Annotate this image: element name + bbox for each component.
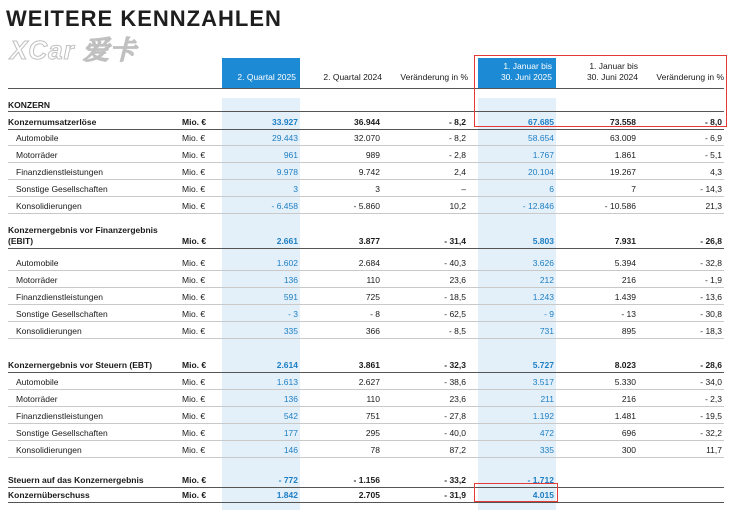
row-rule bbox=[8, 389, 724, 390]
cell-col-4: 6 bbox=[549, 184, 554, 194]
cell-col-2: - 5.860 bbox=[353, 201, 380, 211]
cell-col-4: - 12.846 bbox=[522, 201, 554, 211]
row-label: Sonstige Gesellschaften bbox=[16, 428, 108, 438]
cell-col-3: 10,2 bbox=[449, 201, 466, 211]
cell-col-3: - 8,5 bbox=[448, 326, 466, 336]
row-rule bbox=[8, 423, 724, 424]
cell-col-6: - 32,8 bbox=[700, 258, 722, 268]
cell-col-6: - 34,0 bbox=[700, 377, 722, 387]
row-label: Sonstige Gesellschaften bbox=[16, 309, 108, 319]
cell-col-3: - 8,2 bbox=[448, 133, 466, 143]
cell-col-5: 7.931 bbox=[614, 236, 636, 246]
row-unit: Mio. € bbox=[182, 258, 206, 268]
row-unit: Mio. € bbox=[182, 309, 206, 319]
cell-col-2: 110 bbox=[366, 394, 380, 404]
cell-col-2: 2.684 bbox=[358, 258, 380, 268]
cell-col-4: 1.243 bbox=[532, 292, 554, 302]
cell-col-2: 32.070 bbox=[354, 133, 380, 143]
cell-col-5: 895 bbox=[621, 326, 636, 336]
row-label: Motorräder bbox=[16, 275, 58, 285]
cell-col-4: 212 bbox=[539, 275, 554, 285]
cell-col-5: 7 bbox=[631, 184, 636, 194]
cell-col-1: - 3 bbox=[288, 309, 298, 319]
cell-col-5: 300 bbox=[621, 445, 636, 455]
row-rule bbox=[8, 270, 724, 271]
cell-col-1: 136 bbox=[283, 394, 298, 404]
cell-col-3: - 33,2 bbox=[444, 475, 466, 485]
header-q2-2024: 2. Quartal 2024 bbox=[323, 72, 382, 82]
cell-col-6: - 19,5 bbox=[700, 411, 722, 421]
row-rule bbox=[8, 287, 724, 288]
cell-col-1: 1.842 bbox=[276, 490, 298, 500]
cell-col-6: 21,3 bbox=[705, 201, 722, 211]
cell-col-5: 5.394 bbox=[614, 258, 636, 268]
row-unit: Mio. € bbox=[182, 275, 206, 285]
cell-col-5: 1.481 bbox=[614, 411, 636, 421]
cell-col-5: 216 bbox=[621, 275, 636, 285]
cell-col-6: - 14,3 bbox=[700, 184, 722, 194]
cell-col-3: - 8,2 bbox=[448, 117, 466, 127]
cell-col-5: 8.023 bbox=[614, 360, 636, 370]
row-rule bbox=[8, 457, 724, 458]
cell-col-5: 696 bbox=[621, 428, 636, 438]
cell-col-3: 2,4 bbox=[454, 167, 466, 177]
row-label: Steuern auf das Konzernergebnis bbox=[8, 475, 144, 485]
cell-col-5: 73.558 bbox=[610, 117, 636, 127]
row-unit: Mio. € bbox=[182, 475, 207, 485]
header-change-q: Veränderung in % bbox=[400, 72, 468, 82]
cell-col-4: 1.767 bbox=[532, 150, 554, 160]
cell-col-3: – bbox=[461, 184, 466, 194]
row-rule bbox=[8, 502, 724, 503]
header-h1-2025: 1. Januar bis 30. Juni 2025 bbox=[478, 58, 556, 88]
cell-col-1: 177 bbox=[283, 428, 298, 438]
row-label: Automobile bbox=[16, 258, 59, 268]
cell-col-4: 58.654 bbox=[528, 133, 554, 143]
cell-col-3: - 40,0 bbox=[444, 428, 466, 438]
cell-col-6: 4,3 bbox=[710, 167, 722, 177]
cell-col-1: - 772 bbox=[278, 475, 298, 485]
cell-col-1: 542 bbox=[283, 411, 298, 421]
cell-col-4: 20.104 bbox=[528, 167, 554, 177]
cell-col-3: - 2,8 bbox=[448, 150, 466, 160]
row-unit: Mio. € bbox=[182, 326, 206, 336]
row-unit: Mio. € bbox=[182, 184, 206, 194]
cell-col-1: 146 bbox=[283, 445, 298, 455]
row-label: Konzernüberschuss bbox=[8, 490, 90, 500]
cell-col-6: - 1,9 bbox=[704, 275, 722, 285]
row-unit: Mio. € bbox=[182, 236, 207, 246]
cell-col-1: 9.978 bbox=[276, 167, 298, 177]
cell-col-6: - 2,3 bbox=[704, 394, 722, 404]
cell-col-1: 1.613 bbox=[276, 377, 298, 387]
cell-col-6: - 6,9 bbox=[704, 133, 722, 143]
cell-col-4: 3.626 bbox=[532, 258, 554, 268]
row-unit: Mio. € bbox=[182, 201, 206, 211]
cell-col-2: 9.742 bbox=[358, 167, 380, 177]
cell-col-3: - 27,8 bbox=[444, 411, 466, 421]
cell-col-4: 335 bbox=[539, 445, 554, 455]
row-unit: Mio. € bbox=[182, 292, 206, 302]
row-label: Automobile bbox=[16, 377, 59, 387]
cell-col-3: 87,2 bbox=[449, 445, 466, 455]
cell-col-3: - 31,9 bbox=[444, 490, 466, 500]
cell-col-1: 961 bbox=[283, 150, 298, 160]
row-label: Motorräder bbox=[16, 150, 58, 160]
cell-col-5: 1.439 bbox=[614, 292, 636, 302]
row-unit: Mio. € bbox=[182, 117, 207, 127]
row-label-cont: (EBIT) bbox=[8, 236, 34, 246]
cell-col-4: - 1.712 bbox=[527, 475, 554, 485]
row-rule bbox=[8, 321, 724, 322]
cell-col-6: - 32,2 bbox=[700, 428, 722, 438]
cell-col-2: 989 bbox=[365, 150, 380, 160]
cell-col-4: - 9 bbox=[544, 309, 554, 319]
row-label: Finanzdienstleistungen bbox=[16, 167, 103, 177]
cell-col-6: - 18,3 bbox=[700, 326, 722, 336]
cell-col-5: - 10.586 bbox=[604, 201, 636, 211]
cell-col-2: 3.877 bbox=[358, 236, 380, 246]
cell-col-2: - 8 bbox=[370, 309, 380, 319]
header-change-h: Veränderung in % bbox=[656, 72, 724, 82]
page-title: WEITERE KENNZAHLEN bbox=[6, 6, 282, 31]
cell-col-3: - 38,6 bbox=[444, 377, 466, 387]
cell-col-1: 33.927 bbox=[272, 117, 298, 127]
cell-col-2: 295 bbox=[365, 428, 380, 438]
row-label: Finanzdienstleistungen bbox=[16, 411, 103, 421]
row-unit: Mio. € bbox=[182, 133, 206, 143]
cell-col-1: 1.602 bbox=[276, 258, 298, 268]
cell-col-4: 5.727 bbox=[532, 360, 554, 370]
cell-col-2: 366 bbox=[365, 326, 380, 336]
cell-col-2: 751 bbox=[365, 411, 380, 421]
row-rule bbox=[8, 162, 724, 163]
row-rule bbox=[8, 129, 724, 130]
annotation-box-net-income bbox=[474, 483, 558, 502]
row-unit: Mio. € bbox=[182, 490, 207, 500]
cell-col-6: - 13,6 bbox=[700, 292, 722, 302]
row-unit: Mio. € bbox=[182, 394, 206, 404]
row-label: Konzernergebnis vor Finanzergebnis bbox=[8, 225, 158, 235]
row-rule bbox=[8, 304, 724, 305]
watermark-logo: XCar 爱卡 bbox=[10, 35, 137, 65]
cell-col-3: - 31,4 bbox=[444, 236, 466, 246]
row-label: Konzernergebnis vor Steuern (EBT) bbox=[8, 360, 153, 370]
row-label: Finanzdienstleistungen bbox=[16, 292, 103, 302]
cell-col-5: 19.267 bbox=[610, 167, 636, 177]
cell-col-1: - 6.458 bbox=[271, 201, 298, 211]
row-unit: Mio. € bbox=[182, 445, 206, 455]
row-label: Motorräder bbox=[16, 394, 58, 404]
cell-col-1: 335 bbox=[283, 326, 298, 336]
row-rule bbox=[8, 145, 724, 146]
cell-col-5: - 13 bbox=[621, 309, 636, 319]
row-rule bbox=[8, 487, 724, 488]
row-unit: Mio. € bbox=[182, 167, 206, 177]
row-label: Konsolidierungen bbox=[16, 201, 82, 211]
cell-col-5: 216 bbox=[621, 394, 636, 404]
cell-col-2: 725 bbox=[365, 292, 380, 302]
cell-col-6: - 26,8 bbox=[700, 236, 722, 246]
cell-col-2: 2.627 bbox=[358, 377, 380, 387]
row-unit: Mio. € bbox=[182, 428, 206, 438]
cell-col-6: - 28,6 bbox=[700, 360, 722, 370]
cell-col-4: 67.685 bbox=[528, 117, 554, 127]
cell-col-2: 3 bbox=[375, 184, 380, 194]
cell-col-2: - 1.156 bbox=[353, 475, 380, 485]
annotation-box-h1-header bbox=[474, 55, 727, 127]
row-rule bbox=[8, 213, 724, 214]
cell-col-4: 1.192 bbox=[532, 411, 554, 421]
cell-col-4: 211 bbox=[540, 394, 554, 404]
cell-col-1: 591 bbox=[283, 292, 298, 302]
cell-col-3: - 62,5 bbox=[444, 309, 466, 319]
cell-col-6: - 30,8 bbox=[700, 309, 722, 319]
cell-col-3: 23,6 bbox=[449, 394, 466, 404]
cell-col-2: 78 bbox=[370, 445, 380, 455]
row-unit: Mio. € bbox=[182, 411, 206, 421]
cell-col-1: 2.661 bbox=[276, 236, 298, 246]
cell-col-1: 29.443 bbox=[272, 133, 298, 143]
row-rule bbox=[8, 440, 724, 441]
cell-col-4: 5.803 bbox=[532, 236, 554, 246]
row-rule bbox=[8, 338, 724, 339]
row-label: Konsolidierungen bbox=[16, 326, 82, 336]
cell-col-2: 2.705 bbox=[358, 490, 380, 500]
cell-col-1: 136 bbox=[283, 275, 298, 285]
cell-col-3: - 40,3 bbox=[444, 258, 466, 268]
row-rule bbox=[8, 196, 724, 197]
cell-col-6: 11,7 bbox=[706, 445, 722, 455]
row-label: Konsolidierungen bbox=[16, 445, 82, 455]
row-rule bbox=[8, 372, 724, 373]
cell-col-4: 3.517 bbox=[532, 377, 554, 387]
cell-col-1: 2.614 bbox=[276, 360, 298, 370]
cell-col-3: - 18,5 bbox=[444, 292, 466, 302]
cell-col-4: 731 bbox=[539, 326, 554, 336]
row-unit: Mio. € bbox=[182, 150, 206, 160]
cell-col-6: - 8,0 bbox=[704, 117, 722, 127]
row-unit: Mio. € bbox=[182, 360, 207, 370]
cell-col-1: 3 bbox=[293, 184, 298, 194]
cell-col-4: 4.015 bbox=[532, 490, 554, 500]
row-label: Konzernumsatzerlöse bbox=[8, 117, 97, 127]
cell-col-5: 63.009 bbox=[610, 133, 636, 143]
header-h1-2024: 1. Januar bis 30. Juni 2024 bbox=[586, 61, 638, 82]
cell-col-2: 36.944 bbox=[354, 117, 380, 127]
row-rule bbox=[8, 406, 724, 407]
header-q2-2025: 2. Quartal 2025 bbox=[222, 58, 300, 88]
row-unit: Mio. € bbox=[182, 377, 206, 387]
cell-col-2: 3.861 bbox=[358, 360, 380, 370]
cell-col-5: 1.861 bbox=[614, 150, 636, 160]
cell-col-6: - 5,1 bbox=[704, 150, 722, 160]
row-label: Automobile bbox=[16, 133, 59, 143]
cell-col-3: - 32,3 bbox=[444, 360, 466, 370]
cell-col-5: 5.330 bbox=[614, 377, 636, 387]
row-rule bbox=[8, 248, 724, 249]
row-label: Sonstige Gesellschaften bbox=[16, 184, 108, 194]
cell-col-3: 23,6 bbox=[449, 275, 466, 285]
cell-col-2: 110 bbox=[366, 275, 380, 285]
row-rule bbox=[8, 179, 724, 180]
cell-col-4: 472 bbox=[539, 428, 554, 438]
